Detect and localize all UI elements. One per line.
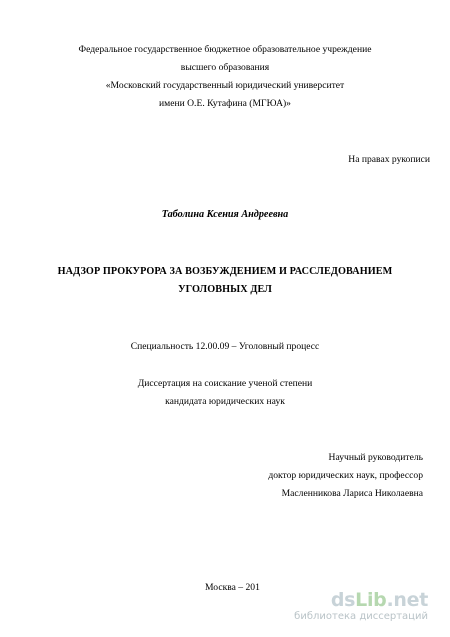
thesis-title-line-2: УГОЛОВНЫХ ДЕЛ (178, 284, 272, 295)
supervisor-label: Научный руководитель (328, 452, 423, 463)
thesis-title-line-1: НАДЗОР ПРОКУРОРА ЗА ВОЗБУЖДЕНИЕМ И РАССЛЕДОВАНИЕМ (57, 266, 393, 277)
supervisor-name: Масленникова Лариса Николаевна (281, 488, 423, 499)
watermark-logo (331, 589, 428, 611)
place-year (205, 582, 260, 594)
institution-line-1: Федеральное государственное бюджетное образовательное учреждение (78, 44, 372, 55)
watermark-logo-ds: ds (330, 589, 356, 611)
institution-line-3: «Московский государственный юридический университет (105, 80, 345, 91)
supervisor-degree: доктор юридических наук, профессор (268, 470, 423, 481)
watermark-caption: библиотека диссертаций (294, 611, 428, 622)
dslib-watermark (294, 589, 428, 629)
institution-line-2: высшего образования (180, 62, 270, 73)
author-name: Таболина Ксения Андреевна (161, 209, 289, 220)
dissertation-line-1: Диссертация на соискание ученой степени (137, 378, 313, 389)
place-year-text: Москва – 201 (205, 582, 260, 593)
watermark-logo-net: .net (386, 589, 428, 611)
institution-line-4: имени О.Е. Кутафина (МГЮА)» (159, 98, 291, 109)
manuscript-note: На правах рукописи (348, 154, 430, 165)
watermark-logo-lib: Lib (355, 589, 387, 611)
specialty-line: Специальность 12.00.09 – Уголовный процесс (130, 341, 320, 352)
dissertation-line-2: кандидата юридических наук (165, 396, 285, 407)
